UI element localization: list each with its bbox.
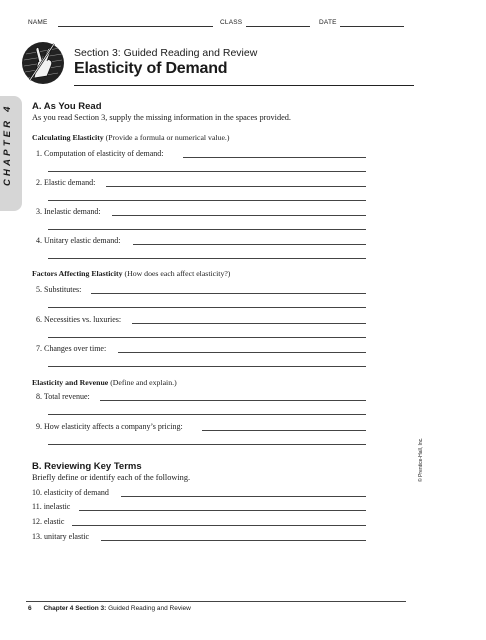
copyright-notice: © Prentice-Hall, Inc.: [418, 437, 424, 482]
answer-line[interactable]: [121, 496, 366, 497]
answer-line[interactable]: [48, 258, 366, 259]
answer-line[interactable]: [48, 444, 366, 445]
answer-line[interactable]: [48, 337, 366, 338]
group-title: Calculating Elasticity: [32, 133, 104, 142]
answer-line[interactable]: [101, 540, 366, 541]
question-8: 8. Total revenue:: [36, 392, 90, 401]
answer-line[interactable]: [91, 293, 366, 294]
group-title: Elasticity and Revenue: [32, 378, 109, 387]
term-10: 10. elasticity of demand: [32, 488, 109, 497]
name-label: NAME: [28, 19, 48, 26]
footer: [28, 605, 191, 612]
answer-line[interactable]: [48, 229, 366, 230]
group-title: Factors Affecting Elasticity: [32, 269, 123, 278]
page-title: Elasticity of Demand: [74, 60, 228, 77]
date-field[interactable]: [340, 26, 404, 27]
answer-line[interactable]: [48, 307, 366, 308]
term-12: 12. elastic: [32, 517, 65, 526]
answer-line[interactable]: [106, 186, 366, 187]
answer-line[interactable]: [112, 215, 366, 216]
class-label: CLASS: [220, 19, 243, 26]
term-13: 13. unitary elastic: [32, 532, 90, 541]
part-b-heading: B. Reviewing Key Terms: [32, 461, 142, 472]
date-label: DATE: [319, 19, 337, 26]
footer-chapter: Chapter 4 Section 3:: [43, 605, 107, 612]
page-number: 6: [28, 605, 32, 612]
guided-reading-logo-icon: [20, 40, 66, 86]
footer-title: Guided Reading and Review: [108, 605, 191, 612]
answer-line[interactable]: [133, 244, 366, 245]
answer-line[interactable]: [79, 510, 366, 511]
question-4: 4. Unitary elastic demand:: [36, 236, 121, 245]
group-note: (Define and explain.): [110, 378, 177, 387]
section-title: Section 3: Guided Reading and Review: [74, 47, 258, 59]
group-note: (Provide a formula or numerical value.): [105, 133, 230, 142]
answer-line[interactable]: [72, 525, 366, 526]
answer-line[interactable]: [48, 200, 366, 201]
question-3: 3. Inelastic demand:: [36, 207, 101, 216]
group-heading: [32, 378, 177, 387]
group-note: (How does each affect elasticity?): [124, 269, 231, 278]
class-field[interactable]: [246, 26, 310, 27]
chapter-tab-label: CHAPTER 4: [2, 103, 13, 186]
question-9: 9. How elasticity affects a company’s pricing:: [36, 422, 183, 431]
part-a-heading: A. As You Read: [32, 101, 102, 112]
answer-line[interactable]: [118, 352, 366, 353]
question-2: 2. Elastic demand:: [36, 178, 96, 187]
part-b-intro: Briefly define or identify each of the following.: [32, 473, 191, 482]
question-7: 7. Changes over time:: [36, 344, 107, 353]
part-a-intro: As you read Section 3, supply the missing information in the spaces provided.: [32, 113, 292, 122]
group-heading: [32, 269, 230, 278]
question-1: 1. Computation of elasticity of demand:: [36, 149, 164, 158]
footer-divider: [26, 601, 406, 602]
answer-line[interactable]: [100, 400, 366, 401]
group-heading: [32, 133, 229, 142]
title-divider: [74, 85, 414, 86]
answer-line[interactable]: [183, 157, 366, 158]
answer-line[interactable]: [48, 414, 366, 415]
question-5: 5. Substitutes:: [36, 285, 82, 294]
term-11: 11. inelastic: [32, 502, 71, 511]
question-6: 6. Necessities vs. luxuries:: [36, 315, 122, 324]
answer-line[interactable]: [48, 366, 366, 367]
name-field[interactable]: [58, 26, 213, 27]
answer-line[interactable]: [132, 323, 366, 324]
answer-line[interactable]: [48, 171, 366, 172]
answer-line[interactable]: [202, 430, 366, 431]
